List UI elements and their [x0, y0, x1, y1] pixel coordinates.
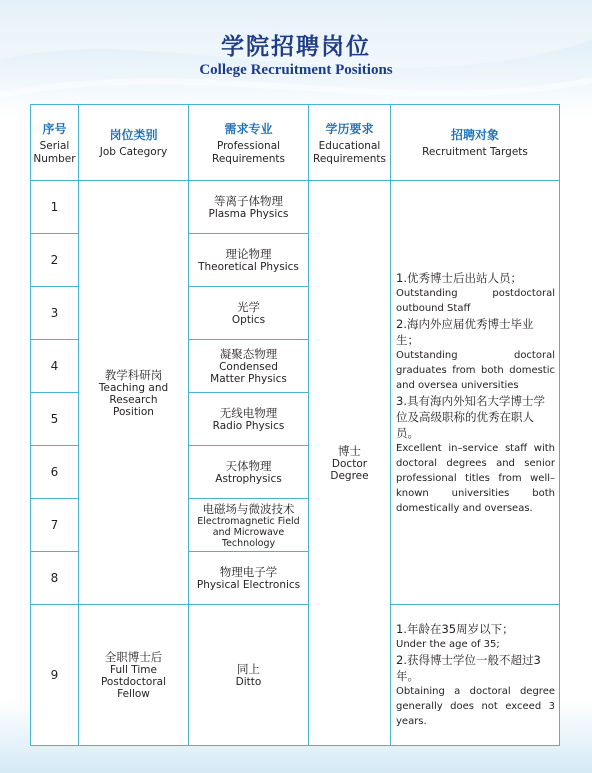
- serial-cell: 3: [31, 287, 79, 340]
- header-professional-requirements: [189, 105, 309, 181]
- major-cn: 同上: [237, 662, 260, 676]
- header-label-cn: 需求专业: [224, 121, 273, 136]
- target-item-cn: 1.年龄在35周岁以下；: [396, 622, 514, 636]
- major-cell: [189, 446, 309, 499]
- target-item-en: Outstanding doctoral graduates from both domestic and oversea universities: [396, 349, 555, 391]
- major-en: Radio Physics: [212, 420, 285, 432]
- education-cell: [309, 181, 391, 746]
- header-label-en: Educational Requirements: [313, 139, 386, 165]
- header-label-cn: 序号: [42, 121, 67, 136]
- header-label-cn: 岗位类别: [109, 128, 158, 142]
- serial-cell: 7: [31, 499, 79, 552]
- serial-cell: 4: [31, 340, 79, 393]
- header-job-category: [79, 105, 189, 181]
- major-en: Condensed Matter Physics: [210, 361, 287, 385]
- table-row: [31, 181, 560, 234]
- target-item-en: Outstanding postdoctoral outbound Staff: [396, 287, 555, 314]
- target-item-cn: 2.获得博士学位一般不超过3年。: [396, 653, 541, 683]
- header-educational-requirements: [309, 105, 391, 181]
- target-item-en: Excellent in–service staff with doctoral degrees and senior professional titles from well–known universities both domestically and overseas.: [396, 442, 555, 514]
- targets-postdoc-cell: [391, 605, 560, 746]
- major-cell: [189, 552, 309, 605]
- major-en: Optics: [231, 314, 266, 326]
- table-header-row: [31, 105, 560, 181]
- job-category-en: Teaching and Research Position: [98, 381, 169, 418]
- header-label-cn: 招聘对象: [450, 128, 499, 142]
- job-category-postdoc-cell: [79, 605, 189, 746]
- header-label-cn: 学历要求: [325, 121, 374, 136]
- major-cn: 等离子体物理: [214, 194, 283, 208]
- job-category-teaching-cell: [79, 181, 189, 605]
- header-serial: [31, 105, 79, 181]
- education-en: Doctor Degree: [330, 458, 369, 482]
- major-cn: 物理电子学: [219, 565, 278, 579]
- education-cn: 博士: [338, 444, 361, 458]
- major-cell: [189, 287, 309, 340]
- serial-cell: 9: [31, 605, 79, 746]
- major-cn: 光学: [237, 300, 260, 314]
- serial-cell: 5: [31, 393, 79, 446]
- target-item-cn: 1.优秀博士后出站人员；: [396, 270, 522, 285]
- serial-cell: 2: [31, 234, 79, 287]
- serial-cell: 1: [31, 181, 79, 234]
- job-category-cn: 教学科研岗: [104, 367, 163, 382]
- major-en: Ditto: [235, 676, 262, 688]
- serial-cell: 6: [31, 446, 79, 499]
- header-label-en: Professional Requirements: [212, 139, 285, 165]
- major-cell: [189, 605, 309, 746]
- table-row: [31, 605, 560, 746]
- major-cn: 凝聚态物理: [219, 347, 278, 361]
- page-title-english: College Recruitment Positions: [199, 62, 393, 78]
- major-en: Electromagnetic Field and Microwave Technology: [197, 515, 300, 549]
- job-category-cn: 全职博士后: [104, 650, 163, 664]
- major-cell: [189, 499, 309, 552]
- header-recruitment-targets: [391, 105, 560, 181]
- major-cell: [189, 340, 309, 393]
- major-cn: 天体物理: [225, 459, 272, 473]
- recruitment-table: [30, 104, 560, 746]
- target-item-en: Under the age of 35;: [396, 639, 500, 650]
- major-cell: [189, 181, 309, 234]
- target-item-en: Obtaining a doctoral degree generally does not exceed 3 years.: [396, 686, 555, 727]
- major-cell: [189, 234, 309, 287]
- major-en: Astrophysics: [215, 473, 282, 485]
- serial-cell: 8: [31, 552, 79, 605]
- header-label-en: Job Category: [99, 146, 168, 158]
- major-cell: [189, 393, 309, 446]
- major-cn: 无线电物理: [219, 406, 278, 420]
- major-en: Plasma Physics: [208, 208, 289, 220]
- header-label-en: Recruitment Targets: [422, 146, 528, 158]
- targets-teaching-cell: [391, 181, 560, 605]
- job-category-en: Full Time Postdoctoral Fellow: [100, 664, 167, 700]
- major-cn: 电磁场与微波技术: [202, 501, 295, 516]
- header-label-en: Serial Number: [33, 139, 76, 165]
- major-en: Physical Electronics: [196, 579, 301, 591]
- target-item-cn: 3.具有海内外知名大学博士学位及高级职称的优秀在职人员。: [396, 393, 545, 440]
- major-en: Theoretical Physics: [198, 261, 299, 273]
- page-title-chinese: 学院招聘岗位: [221, 33, 371, 60]
- target-item-cn: 2.海内外应届优秀博士毕业生；: [396, 316, 534, 347]
- major-cn: 理论物理: [225, 247, 272, 261]
